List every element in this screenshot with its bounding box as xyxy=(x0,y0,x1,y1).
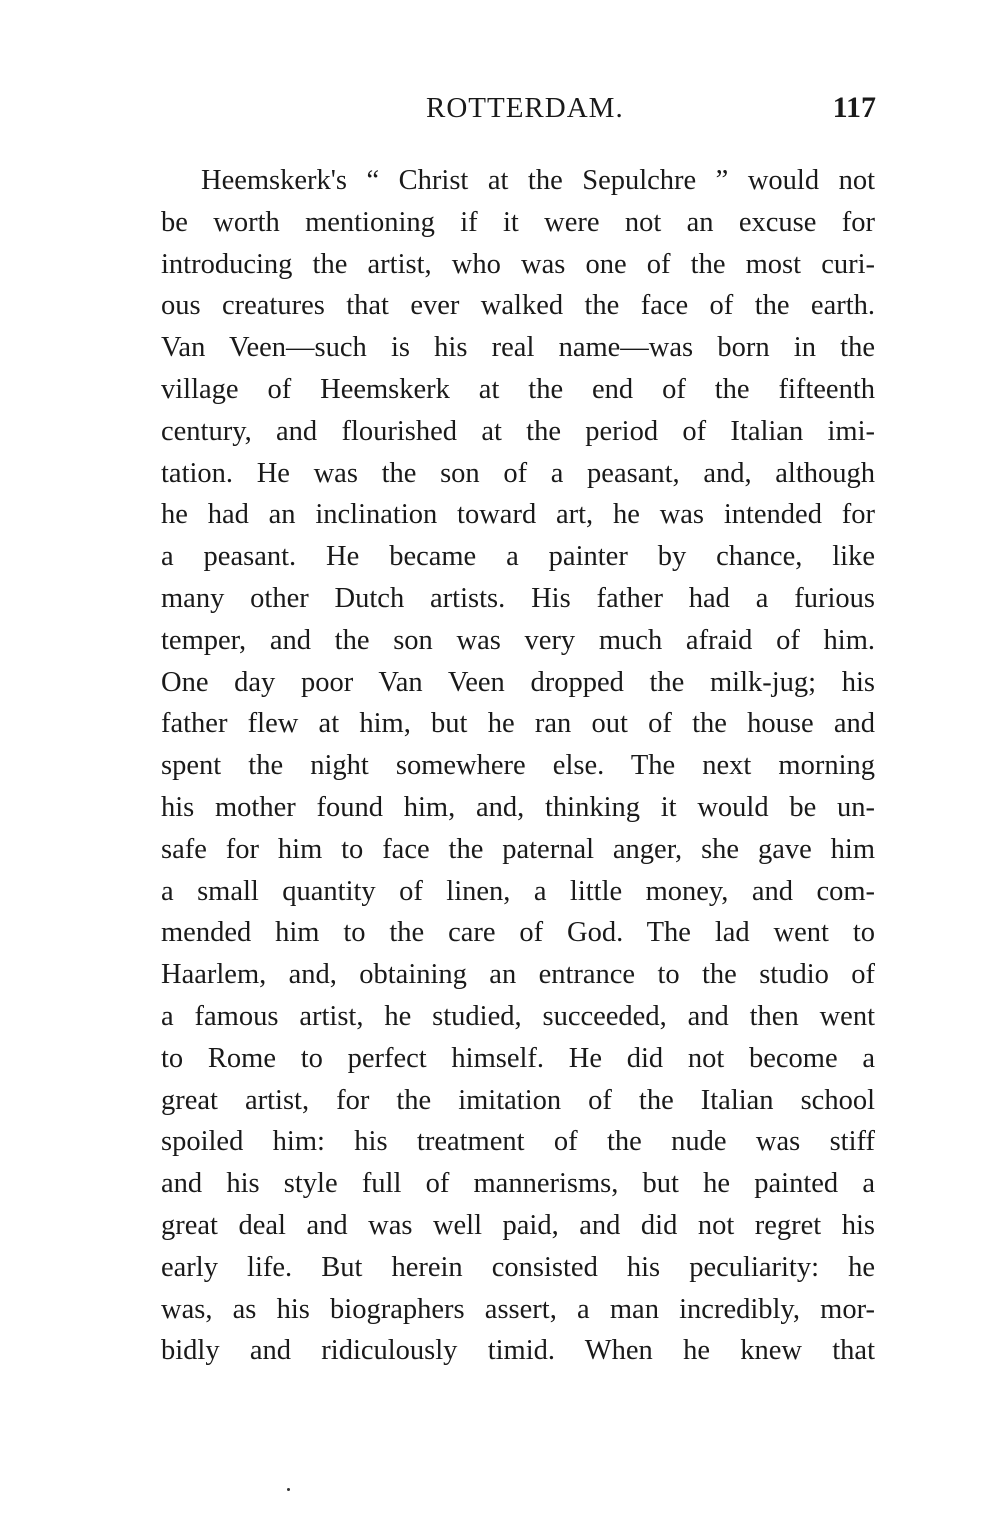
text-line: spent the night somewhere else. The next morning xyxy=(161,750,875,782)
text-line: a small quantity of linen, a little money, and com- xyxy=(161,875,875,907)
page-number: 117 xyxy=(832,91,876,124)
text-line: Heemskerk's “ Christ at the Sepulchre ” would not xyxy=(201,165,875,196)
text-line: Van Veen—such is his real name—was born in the xyxy=(161,332,875,364)
running-title: ROTTERDAM. xyxy=(426,92,624,124)
paper-speck xyxy=(287,1488,290,1491)
text-line: a famous artist, he studied, succeeded, and then went xyxy=(161,1000,875,1032)
text-line: introducing the artist, who was one of the most curi- xyxy=(161,248,875,280)
text-line: tation. He was the son of a peasant, and, although xyxy=(161,457,875,489)
text-line: Haarlem, and, obtaining an entrance to the studio of xyxy=(161,959,875,991)
text-line: be worth mentioning if it were not an excuse for xyxy=(161,206,875,238)
text-line: safe for him to face the paternal anger, she gave him xyxy=(161,833,875,865)
text-line: ous creatures that ever walked the face of the earth. xyxy=(161,290,875,322)
text-line: village of Heemskerk at the end of the fifteenth xyxy=(161,373,875,405)
body-paragraph xyxy=(161,160,875,1372)
text-line: bidly and ridiculously timid. When he knew that xyxy=(161,1335,875,1367)
text-line: his mother found him, and, thinking it would be un- xyxy=(161,791,875,823)
text-line: One day poor Van Veen dropped the milk-jug; his xyxy=(161,666,875,698)
text-line: father flew at him, but he ran out of the house and xyxy=(161,708,875,740)
text-line: century, and flourished at the period of Italian imi- xyxy=(161,415,875,447)
text-line: many other Dutch artists. His father had a furious xyxy=(161,582,875,614)
text-line: he had an inclination toward art, he was intended for xyxy=(161,499,875,531)
text-line: a peasant. He became a painter by chance, like xyxy=(161,541,875,573)
text-line: early life. But herein consisted his peculiarity: he xyxy=(161,1251,875,1283)
text-line: was, as his biographers assert, a man incredibly, mor- xyxy=(161,1293,875,1325)
text-line: mended him to the care of God. The lad went to xyxy=(161,917,875,949)
text-line: great deal and was well paid, and did not regret his xyxy=(161,1209,875,1241)
running-head xyxy=(160,88,876,128)
text-line: temper, and the son was very much afraid of him. xyxy=(161,624,875,656)
text-line: to Rome to perfect himself. He did not become a xyxy=(161,1042,875,1074)
text-line: great artist, for the imitation of the Italian school xyxy=(161,1084,875,1116)
text-line: and his style full of mannerisms, but he painted a xyxy=(161,1168,875,1200)
text-line: spoiled him: his treatment of the nude was stiff xyxy=(161,1126,875,1158)
